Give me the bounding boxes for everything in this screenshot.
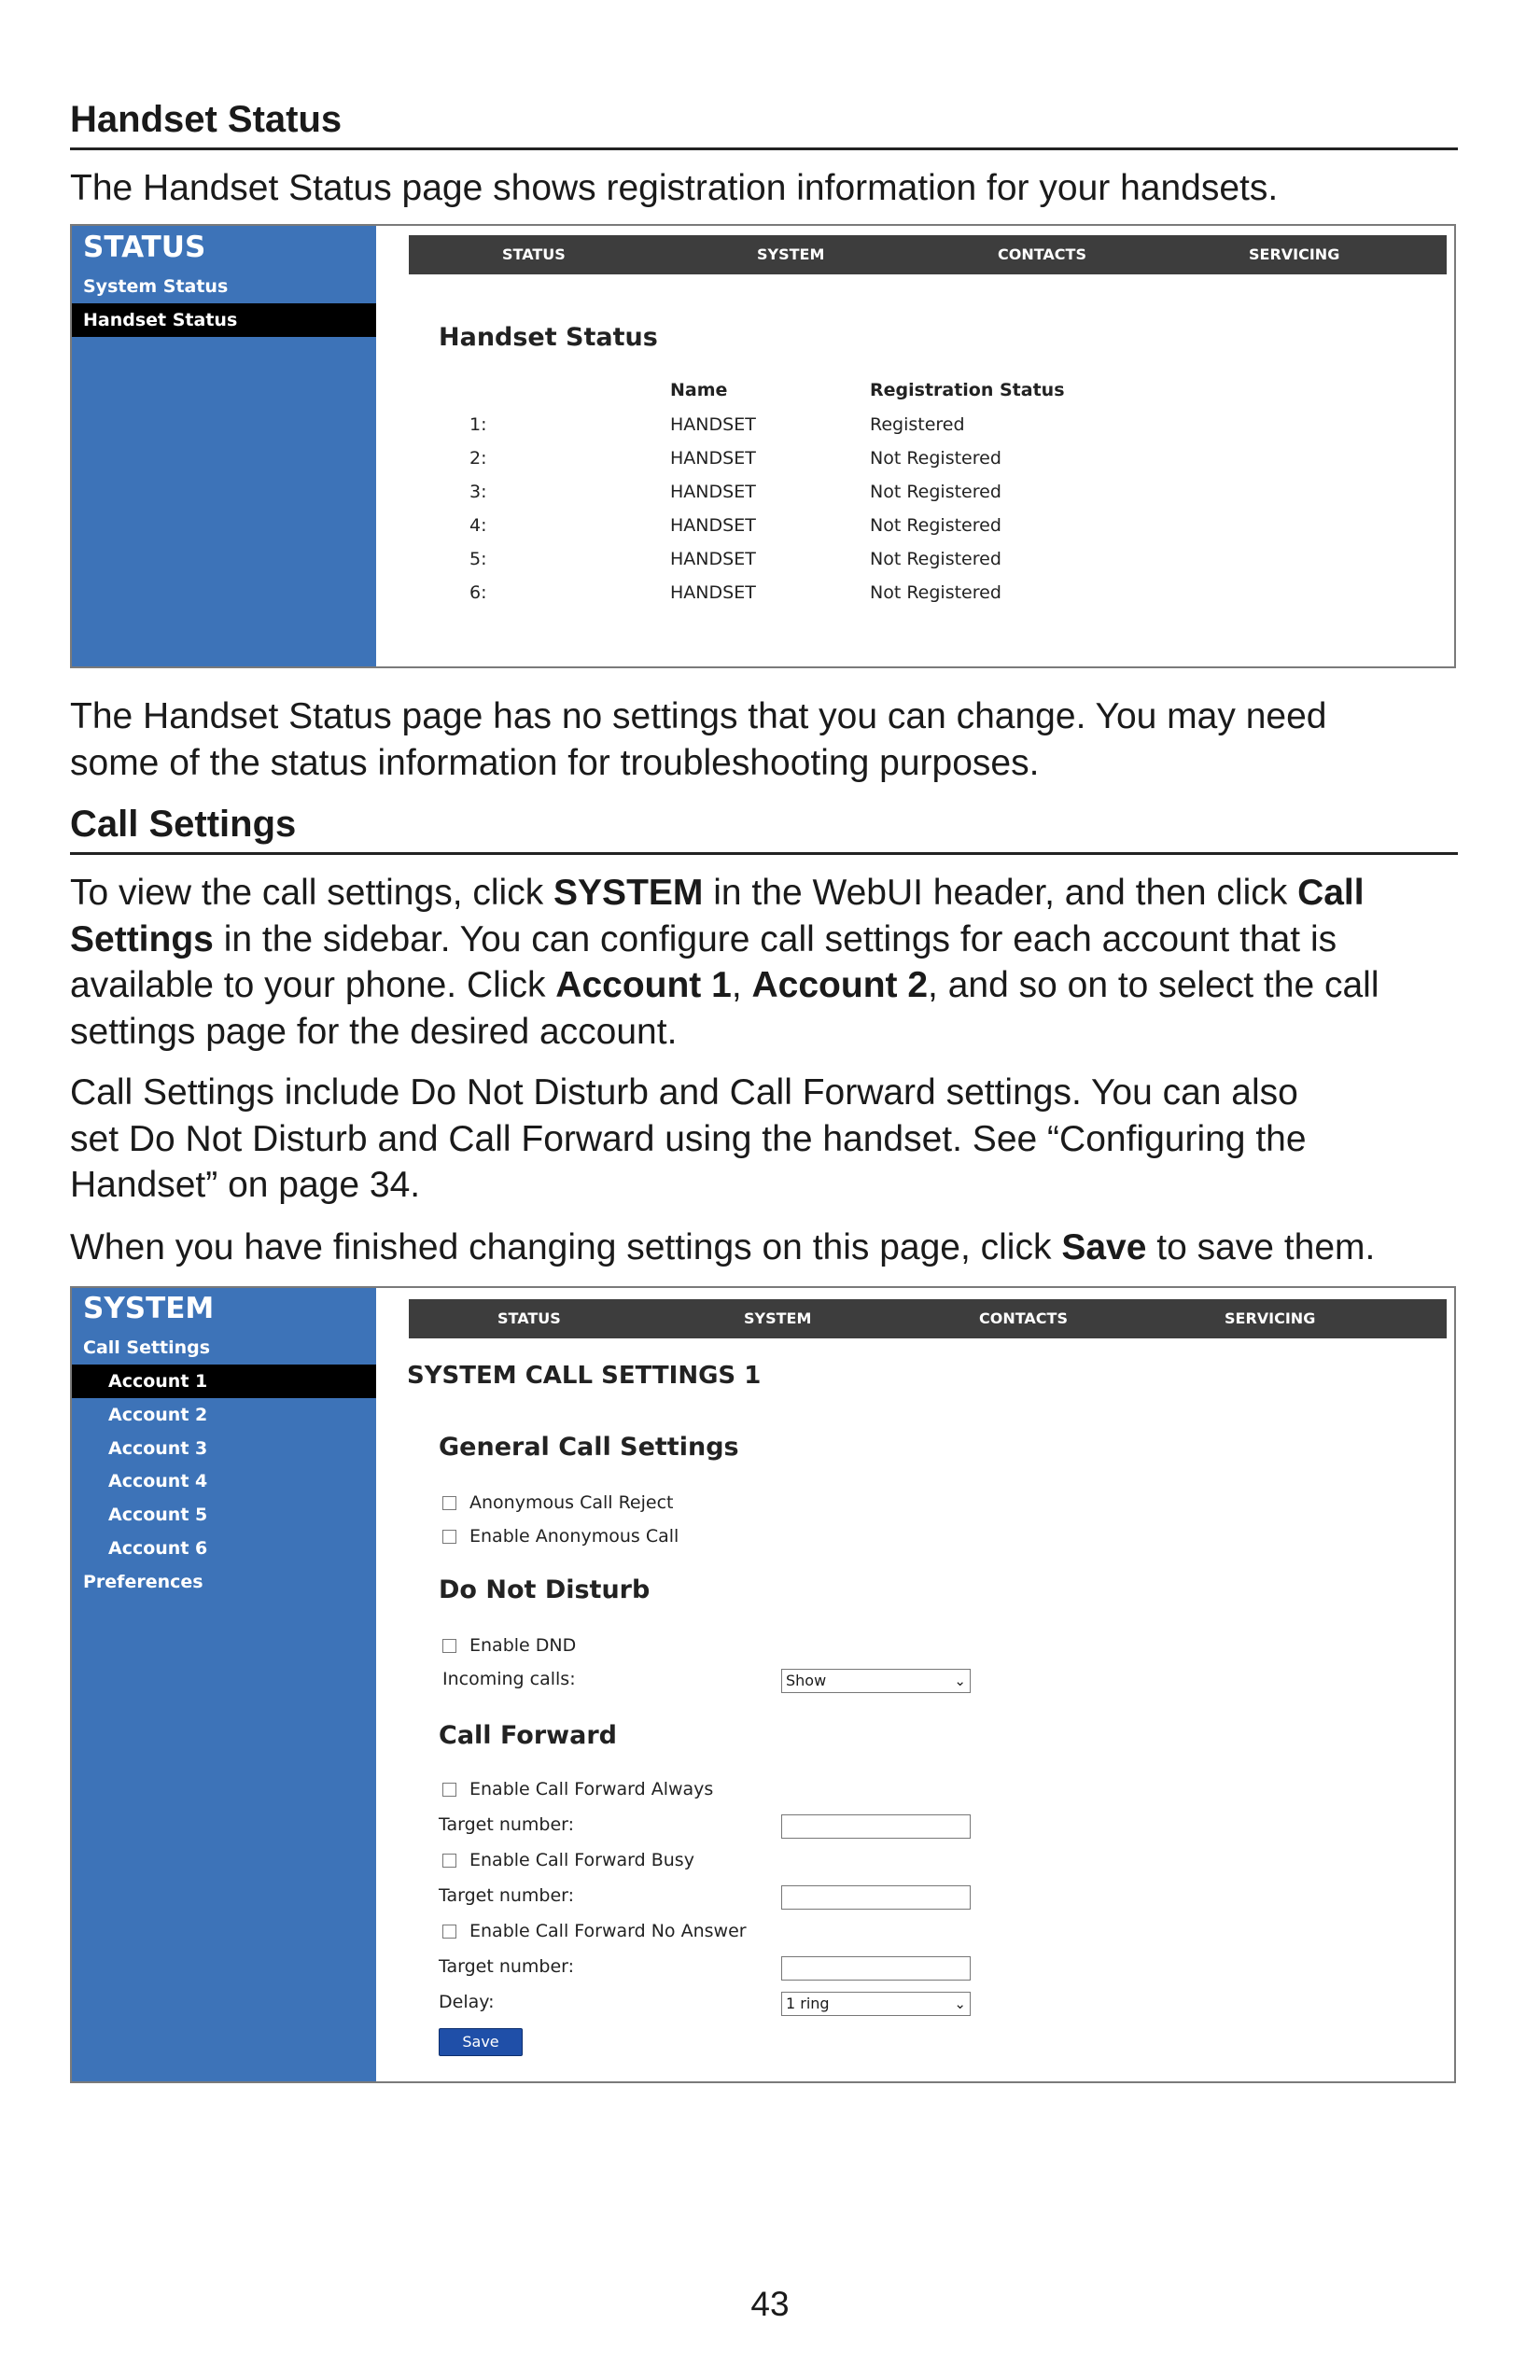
text: When you have finished changing settings on this page, click	[70, 1227, 1062, 1267]
nav-servicing[interactable]: SERVICING	[1225, 1309, 1316, 1327]
call-settings-paragraph-3	[70, 1225, 1470, 1271]
call-forward-no-answer-label: Enable Call Forward No Answer	[469, 1921, 747, 1941]
row-name: HANDSET	[670, 515, 756, 536]
row-name: HANDSET	[670, 582, 756, 603]
sidebar-item-account-1[interactable]: Account 1	[72, 1365, 376, 1398]
sidebar-item-account-3[interactable]: Account 3	[108, 1438, 208, 1459]
page-title: Handset Status	[439, 323, 658, 352]
delay-select[interactable]	[781, 1992, 971, 2016]
call-settings-paragraph-1	[70, 870, 1470, 1055]
text: settings page for the desired account.	[70, 1011, 678, 1052]
row-name: HANDSET	[670, 549, 756, 569]
text: to save them.	[1146, 1227, 1376, 1267]
sidebar-item-system-status[interactable]: System Status	[83, 276, 229, 297]
top-nav	[409, 1299, 1447, 1338]
row-name: HANDSET	[670, 448, 756, 469]
top-nav	[409, 235, 1447, 274]
nav-contacts[interactable]: CONTACTS	[979, 1309, 1068, 1327]
sidebar-title: SYSTEM	[83, 1292, 215, 1325]
nav-system[interactable]: SYSTEM	[744, 1309, 812, 1327]
bold-text: Account 1	[555, 965, 732, 1005]
section-heading-call-settings: Call Settings	[70, 802, 1458, 855]
target-number-label: Target number:	[439, 1814, 575, 1835]
row-number: 5:	[469, 549, 487, 569]
after-line-2: some of the status information for troubleshooting purposes.	[70, 742, 1040, 783]
row-number: 3:	[469, 482, 487, 502]
target-number-busy-input[interactable]	[781, 1885, 971, 1910]
call-settings-paragraph-2	[70, 1070, 1470, 1209]
sidebar-item-account-6[interactable]: Account 6	[108, 1538, 208, 1559]
nav-contacts[interactable]: CONTACTS	[998, 245, 1086, 263]
sidebar-item-account-5[interactable]: Account 5	[108, 1505, 208, 1525]
sidebar-item-account-4[interactable]: Account 4	[108, 1471, 208, 1491]
target-number-label: Target number:	[439, 1956, 575, 1977]
row-status: Registered	[870, 414, 965, 435]
bold-text: SYSTEM	[553, 873, 704, 913]
row-number: 2:	[469, 448, 487, 469]
row-number: 4:	[469, 515, 487, 536]
call-forward-busy-checkbox[interactable]	[442, 1854, 456, 1868]
incoming-calls-label: Incoming calls:	[442, 1669, 576, 1689]
page-number: 43	[750, 2285, 790, 2323]
page-title: SYSTEM CALL SETTINGS 1	[407, 1362, 762, 1390]
enable-dnd-checkbox[interactable]	[442, 1639, 456, 1653]
nav-system[interactable]: SYSTEM	[757, 245, 825, 263]
bold-text: Save	[1061, 1227, 1147, 1267]
after-paragraph	[70, 693, 1470, 786]
call-forward-title: Call Forward	[439, 1721, 617, 1750]
text: available to your phone. Click	[70, 965, 556, 1005]
text: in the WebUI header, and then click	[703, 873, 1298, 913]
row-status: Not Registered	[870, 482, 1001, 502]
text: ,	[731, 965, 752, 1005]
row-number: 1:	[469, 414, 487, 435]
dnd-title: Do Not Disturb	[439, 1575, 651, 1604]
bold-text: Settings	[70, 918, 214, 959]
sidebar	[72, 1288, 376, 2081]
anonymous-call-reject-label: Anonymous Call Reject	[469, 1492, 674, 1513]
text: set Do Not Disturb and Call Forward using the handset. See “Configuring the	[70, 1118, 1307, 1159]
target-number-always-input[interactable]	[781, 1814, 971, 1839]
sidebar-item-call-settings[interactable]: Call Settings	[83, 1337, 211, 1358]
intro-paragraph: The Handset Status page shows registration information for your handsets.	[70, 168, 1279, 208]
section-heading-handset-status: Handset Status	[70, 97, 1458, 150]
column-header-status: Registration Status	[870, 380, 1065, 400]
call-settings-screenshot	[70, 1286, 1456, 2083]
general-settings-title: General Call Settings	[439, 1433, 739, 1462]
call-forward-busy-label: Enable Call Forward Busy	[469, 1850, 694, 1870]
incoming-calls-value: Show	[786, 1672, 827, 1689]
text: in the sidebar. You can configure call settings for each account that is	[213, 918, 1337, 959]
delay-value: 1 ring	[786, 1995, 830, 2012]
call-forward-always-label: Enable Call Forward Always	[469, 1779, 714, 1799]
row-status: Not Registered	[870, 515, 1001, 536]
incoming-calls-select[interactable]	[781, 1669, 971, 1693]
anonymous-call-reject-checkbox[interactable]	[442, 1496, 456, 1510]
sidebar-title: STATUS	[83, 231, 206, 264]
after-line-1: The Handset Status page has no settings that you can change. You may need	[70, 696, 1327, 736]
nav-status[interactable]: STATUS	[502, 245, 566, 263]
target-number-label: Target number:	[439, 1885, 575, 1906]
sidebar-item-handset-status[interactable]: Handset Status	[72, 303, 376, 337]
chevron-down-icon: ⌄	[954, 1673, 966, 1689]
bold-text: Account 2	[751, 965, 929, 1005]
chevron-down-icon: ⌄	[954, 1995, 966, 2012]
row-number: 6:	[469, 582, 487, 603]
sidebar	[72, 226, 376, 666]
text: Call Settings include Do Not Disturb and Call Forward settings. You can also	[70, 1072, 1298, 1113]
call-forward-always-checkbox[interactable]	[442, 1783, 456, 1797]
call-forward-no-answer-checkbox[interactable]	[442, 1925, 456, 1939]
enable-anonymous-call-label: Enable Anonymous Call	[469, 1526, 679, 1547]
enable-anonymous-call-checkbox[interactable]	[442, 1530, 456, 1544]
row-name: HANDSET	[670, 482, 756, 502]
text: Handset” on page 34.	[70, 1165, 421, 1205]
text: , and so on to select the call	[928, 965, 1379, 1005]
enable-dnd-label: Enable DND	[469, 1635, 577, 1656]
delay-label: Delay:	[439, 1992, 495, 2012]
nav-servicing[interactable]: SERVICING	[1249, 245, 1340, 263]
save-button[interactable]: Save	[439, 2028, 523, 2056]
text: To view the call settings, click	[70, 873, 554, 913]
row-name: HANDSET	[670, 414, 756, 435]
row-status: Not Registered	[870, 549, 1001, 569]
nav-status[interactable]: STATUS	[497, 1309, 561, 1327]
handset-status-screenshot	[70, 224, 1456, 668]
column-header-name: Name	[670, 380, 728, 400]
row-status: Not Registered	[870, 448, 1001, 469]
sidebar-item-preferences[interactable]: Preferences	[83, 1572, 203, 1592]
bold-text: Call	[1297, 873, 1365, 913]
target-number-no-answer-input[interactable]	[781, 1956, 971, 1981]
row-status: Not Registered	[870, 582, 1001, 603]
sidebar-item-account-2[interactable]: Account 2	[108, 1405, 208, 1425]
